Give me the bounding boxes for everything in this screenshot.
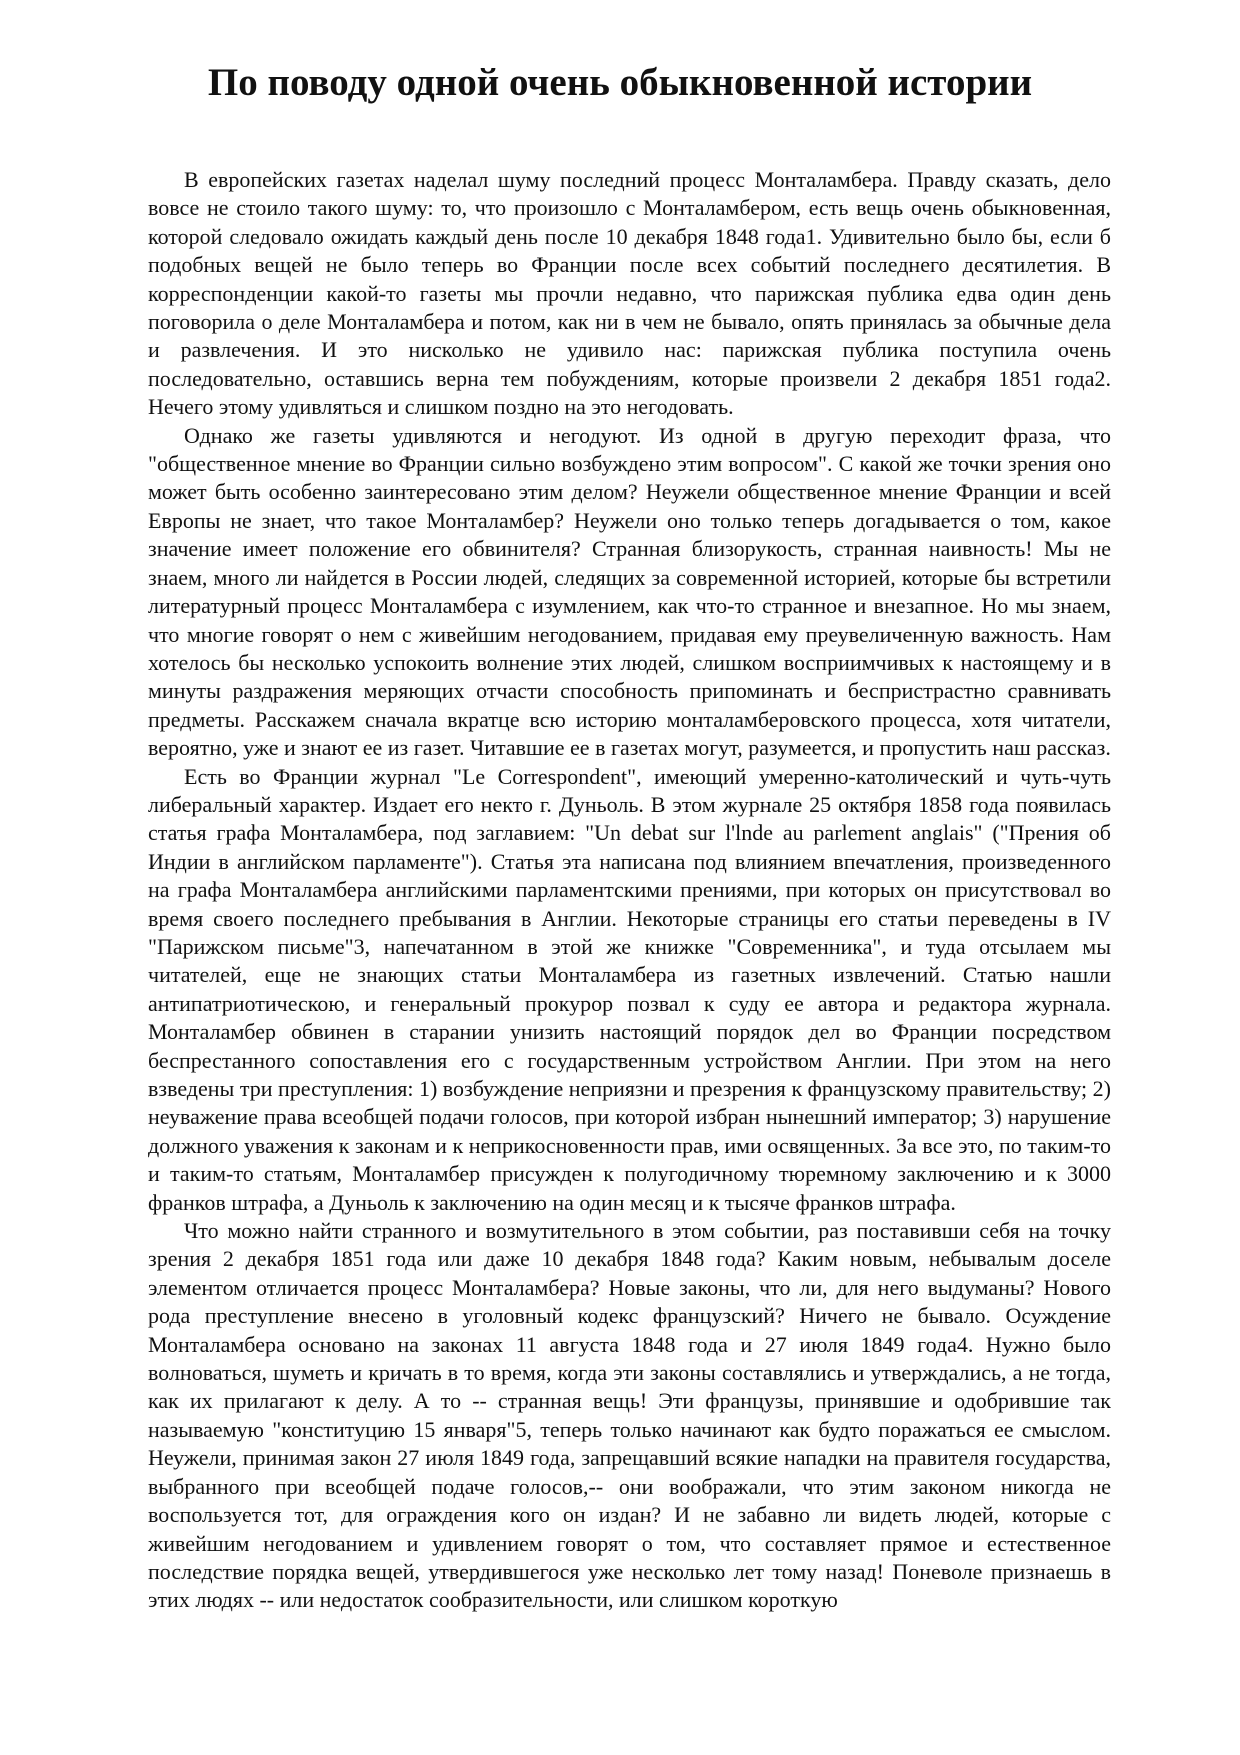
paragraph-4: Что можно найти странного и возмутительного в этом событии, раз поставивши себя на точку зрения 2 декабря 1851 года или даже 10 декабря 1848 года? Каким новым, небывалым доселе элементом отличается процесс Монталамбера? Новые законы, что ли, для него выдуманы? Нового рода преступление внесено в уголовный кодекс французский? Ничего не бывало. Осуждение Монталамбера основано на законах 11 августа 1848 года и 27 июля 1849 года4. Нужно было волноваться, шуметь и кричать в то время, когда эти законы составлялись и утверждались, а не тогда, как их прилагают к делу. А то -- странная вещь! Эти французы, принявшие и одобрившие так называемую "конституцию 15 января"5, теперь только начинают как будто поражаться ее смыслом. Неужели, принимая закон 27 июля 1849 года, запрещавший всякие нападки на правителя государства, выбранного при всеобщей подаче голосов,-- они воображали, что этим законом никогда не воспользуется тот, для ограждения кого он издан? И не забавно ли видеть людей, которые с живейшим негодованием и удивлением говорят о том, что составляет прямое и естественное последствие порядка вещей, утвердившегося уже несколько лет тому назад! Поневоле признаешь в этих людях -- или недостаток сообразительности, или слишком короткую (148, 1218, 1111, 1613)
paragraph-1: В европейских газетах наделал шуму последний процесс Монталамбера. Правду сказать, дело вовсе не стоило такого шуму: то, что произошло с Монталамбером, есть вещь очень обыкновенная, которой следовало ожидать каждый день после 10 декабря 1848 года1. Удивительно было бы, если б подобных вещей не было теперь во Франции после всех событий последнего десятилетия. В корреспонденции какой-то газеты мы прочли недавно, что парижская публика едва один день поговорила о деле Монталамбера и потом, как ни в чем не бывало, опять принялась за обычные дела и развлечения. И это нисколько не удивило нас: парижская публика поступила очень последовательно, оставшись верна тем побуждениям, которые произвели 2 декабря 1851 года2. Нечего этому удивляться и слишком поздно на это негодовать. (148, 167, 1111, 420)
article-body (148, 166, 1111, 1615)
paragraph-2: Однако же газеты удивляются и негодуют. Из одной в другую переходит фраза, что "общественное мнение во Франции сильно возбуждено этим вопросом". С какой же точки зрения оно может быть особенно заинтересовано этим делом? Неужели общественное мнение Франции и всей Европы не знает, что такое Монталамбер? Неужели оно только теперь догадывается о том, какое значение имеет положение его обвинителя? Странная близорукость, странная наивность! Мы не знаем, много ли найдется в России людей, следящих за современной историей, которые бы встретили литературный процесс Монталамбера с изумлением, как что-то странное и внезапное. Но мы знаем, что многие говорят о нем с живейшим негодованием, придавая ему преувеличенную важность. Нам хотелось бы несколько успокоить волнение этих людей, слишком восприимчивых к настоящему и в минуты раздражения меряющих отчасти способность припоминать и беспристрастно сравнивать предметы. Расскажем сначала вкратце всю историю монталамберовского процесса, хотя читатели, вероятно, уже и знают ее из газет. Читавшие ее в газетах могут, разумеется, и пропустить наш рассказ. (148, 422, 1111, 761)
page-title: По поводу одной очень обыкновенной истории (207, 61, 1033, 104)
paragraph-3: Есть во Франции журнал "Le Correspondent", имеющий умеренно-католический и чуть-чуть либеральный характер. Издает его некто г. Дуньоль. В этом журнале 25 октября 1858 года появилась статья графа Монталамбера, под заглавием: "Un debat sur l'lnde au parlement anglais" ("Прения об Индии в английском парламенте"). Статья эта написана под влиянием впечатления, произведенного на графа Монталамбера английскими парламентскими прениями, при которых он присутствовал во время своего последнего пребывания в Англии. Некоторые страницы его статьи переведены в IV "Парижском письме"3, напечатанном в этой же книжке "Современника", и туда отсылаем мы читателей, еще не знающих статьи Монталамбера из газетных извлечений. Статью нашли антипатриотическою, и генеральный прокурор позвал к суду ее автора и редактора журнала. Монталамбер обвинен в старании унизить настоящий порядок дел во Франции посредством беспрестанного сопоставления его с государственным устройством Англии. При этом на него взведены три преступления: 1) возбуждение неприязни и презрения к французскому правительству; 2) неуважение права всеобщей подачи голосов, при которой избран нынешний император; 3) нарушение должного уважения к законам и к неприкосновенности прав, ими освященных. За все это, по таким-то и таким-то статьям, Монталамбер присужден к полугодичному тюремному заключению и к 3000 франков штрафа, а Дуньоль к заключению на один месяц и к тысяче франков штрафа. (148, 763, 1111, 1215)
